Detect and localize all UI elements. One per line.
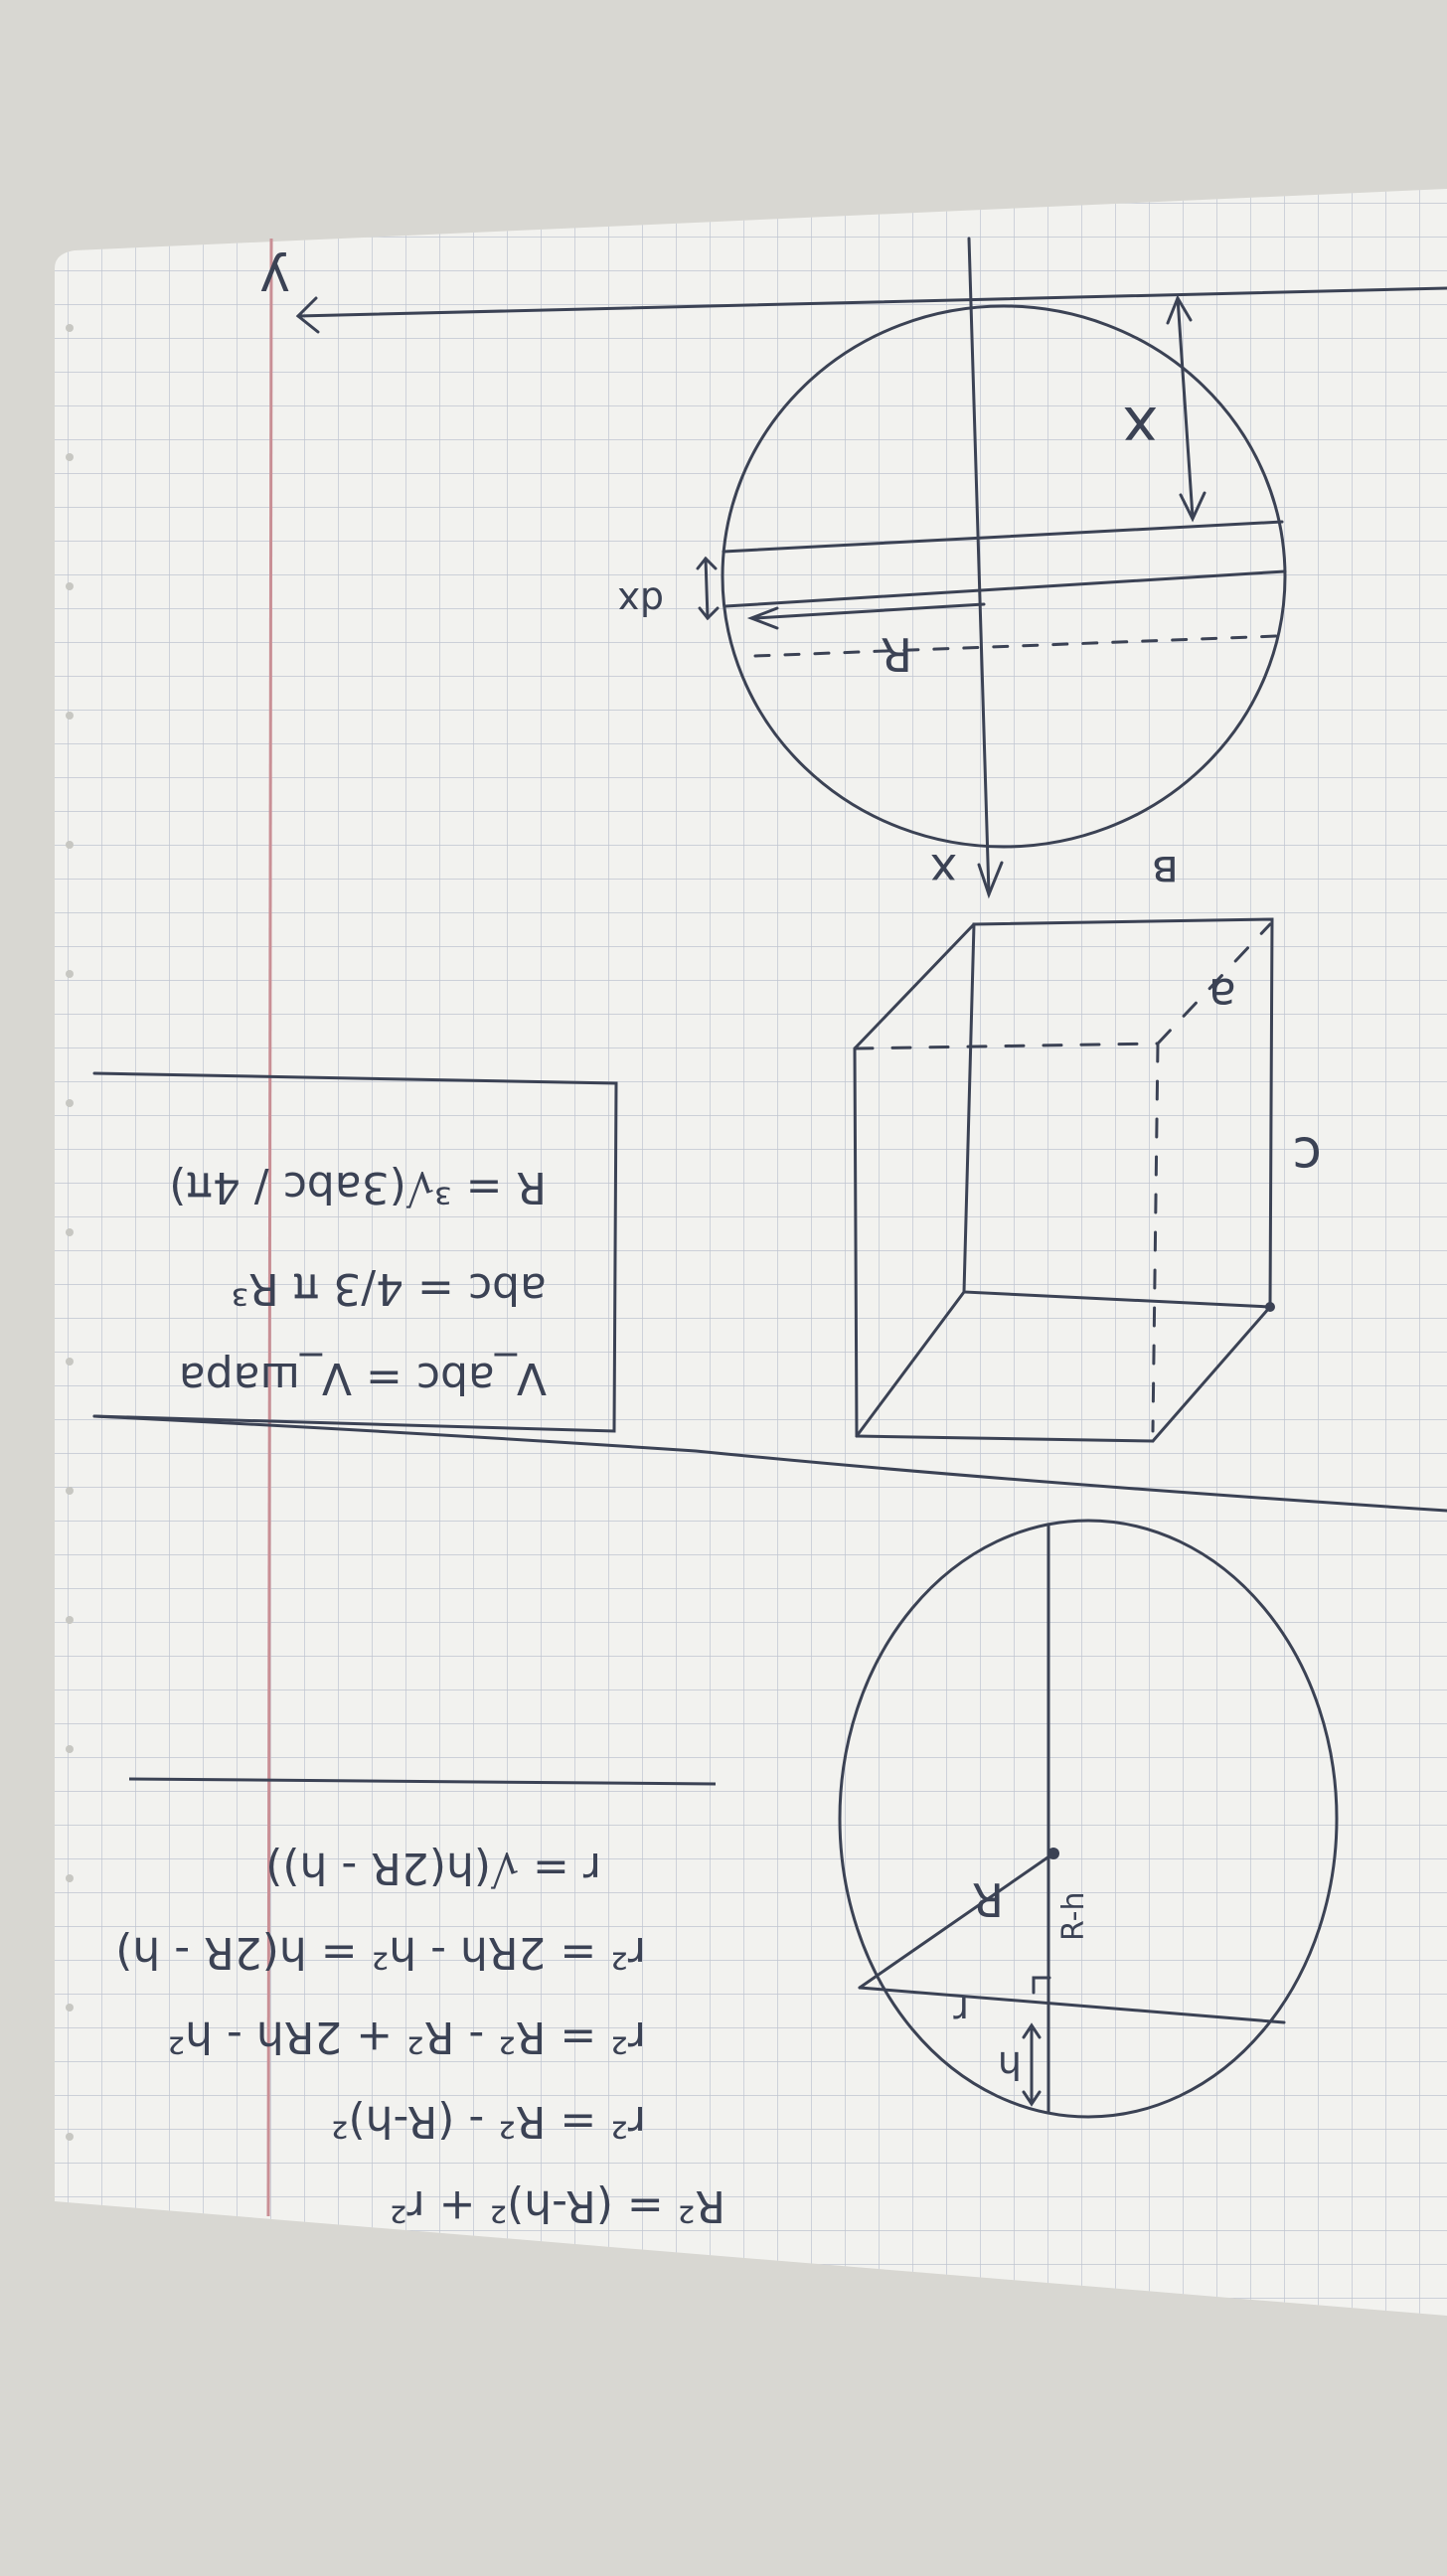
dx-label: dx (617, 579, 664, 623)
derivation-line-5: r = √(h(2R - h)) (265, 1843, 601, 1893)
derivation-line-3: r² = R² - R² + 2Rh - h² (167, 2012, 646, 2062)
box-edge-a-label: a (1207, 968, 1236, 1022)
formula-abc: abc = 4/3 π R³ (231, 1263, 547, 1314)
box-edge-b-label: в (1151, 846, 1179, 899)
y-axis-label: y (259, 250, 290, 310)
center-dot (1047, 1848, 1059, 1859)
box-edge-left (855, 1048, 857, 1436)
formula-volume-equal: V_abc = V_шара (178, 1353, 547, 1403)
box-edge-c-label: c (1292, 1125, 1322, 1188)
r-small-label: r (953, 1989, 969, 2032)
derivation-line-2: r² = R² - (R-h)² (330, 2096, 646, 2147)
dx-bracket (706, 559, 708, 618)
r-minus-h-label: R-h (1056, 1891, 1091, 1941)
radius-top-label: R (881, 627, 912, 681)
derivation-line-4: r² = 2Rh - h² = h(2R - h) (115, 1927, 646, 1978)
x-depth-label: x (1122, 393, 1158, 462)
h-label: h (997, 2043, 1022, 2087)
x-axis-label: x (929, 844, 957, 897)
radius-bottom-label: R (972, 1872, 1004, 1926)
derivation-line-1: R² = (R-h)² + r² (389, 2180, 725, 2231)
formula-radius: R = ³√(3abc / 4π) (169, 1162, 547, 1212)
